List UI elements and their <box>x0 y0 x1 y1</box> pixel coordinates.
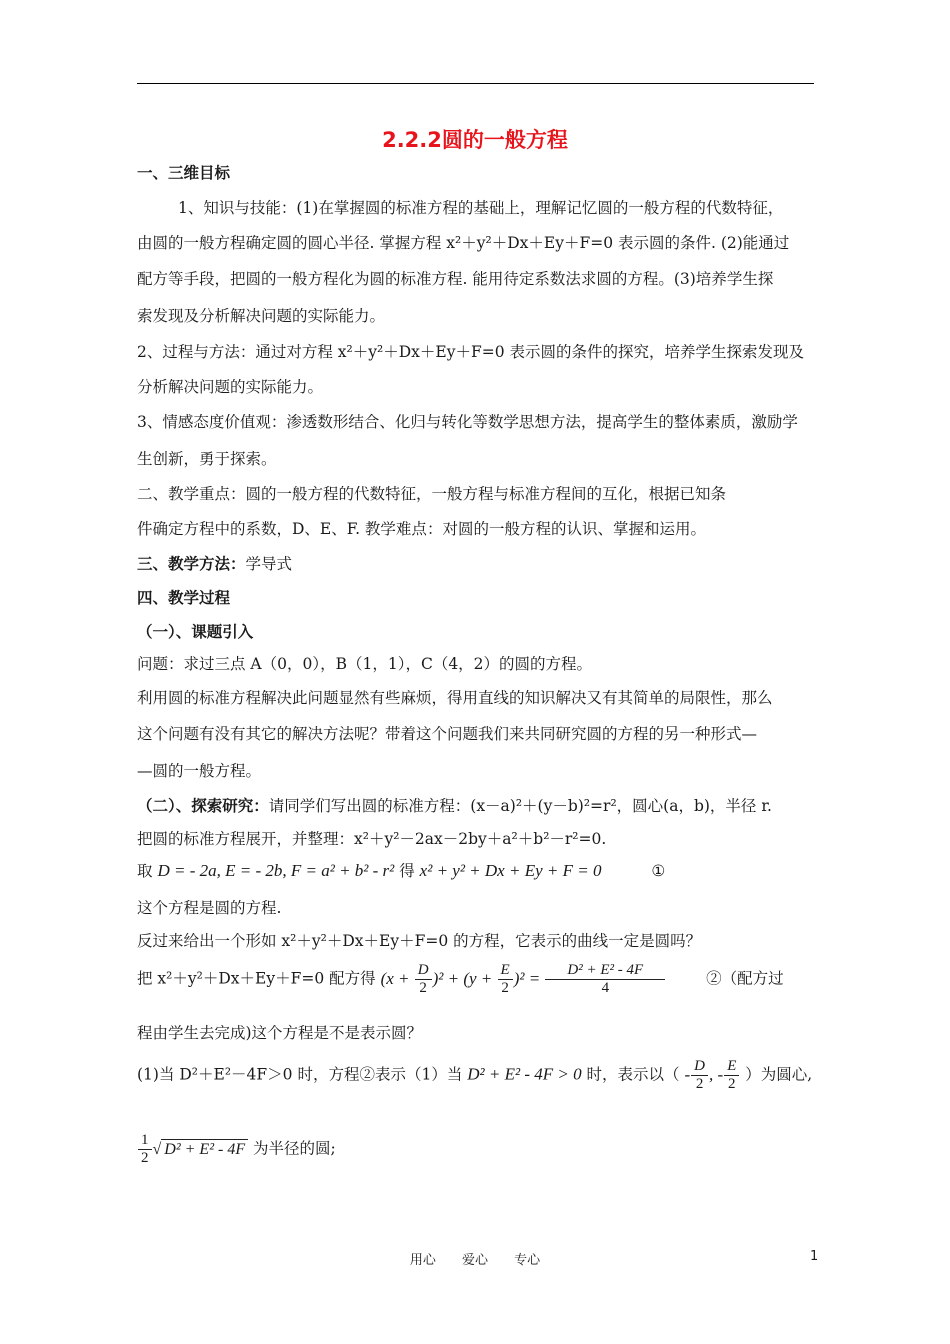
footer-text-2: 爱心 <box>461 1253 488 1268</box>
header-rule <box>137 83 814 84</box>
goal3-line1: 3、情感态度价值观：渗透数形结合、化归与转化等数学思想方法，提高学生的整体素质，激励学 <box>137 413 798 431</box>
case1-line <box>137 1058 812 1093</box>
completed-square-formula: (x + $\frac{D}{2}$ )² + (y + $\frac{E}{2}$ )² = $\frac{\text{D² + E² - 4F}}{4}$ <box>381 970 672 988</box>
intro-line4: —圆的一般方程。 <box>137 762 262 780</box>
goal1-line2: 由圆的一般方程确定圆的圆心半径. 掌握方程 x²＋y²＋Dx＋Ey＋F=0 表示圆的条件. (2)能通过 <box>137 234 790 252</box>
intro-line2: 利用圆的标准方程解决此问题显然有些麻烦，得用直线的知识解决又有其简单的局限性，那么 <box>137 689 773 707</box>
goal2-line2: 分析解决问题的实际能力。 <box>137 378 324 396</box>
footer-text-3: 专心 <box>514 1253 541 1268</box>
case1-mid: 时，表示以（ <box>586 1065 680 1084</box>
goal1-line3: 配方等手段，把圆的一般方程化为圆的标准方程. 能用待定系数法求圆的方程。(3)培养学生探 <box>137 270 774 288</box>
footer-text-1: 用心 <box>409 1253 436 1268</box>
page-number: 1 <box>810 1249 819 1264</box>
equation-mark-2: ②（配方过 <box>706 969 784 988</box>
page-title: 2.2.2圆的一般方程 <box>382 128 568 152</box>
explore-line1 <box>137 795 772 817</box>
goal1-line1: 1、知识与技能：(1)在掌握圆的标准方程的基础上，理解记忆圆的一般方程的代数特征， <box>178 199 784 217</box>
center-formula: - $\frac{D}{2}$ , - $\frac{E}{2}$ <box>685 1066 741 1084</box>
radius-suffix: 为半径的圆; <box>253 1139 336 1158</box>
footer <box>0 1249 950 1268</box>
subsection-1-heading: （一）、课题引入 <box>137 623 254 641</box>
intro-line3: 这个问题有没有其它的解决方法呢？带着这个问题我们来共同研究圆的方程的另一种形式— <box>137 725 758 743</box>
section-3-text: 学导式 <box>245 555 293 573</box>
get-word: 得 <box>399 862 415 880</box>
substitution-line <box>137 860 665 882</box>
complete-prefix: 把 x²＋y²＋Dx＋Ey＋F=0 配方得 <box>137 969 376 988</box>
goal3-line2: 生创新，勇于探索。 <box>137 450 277 468</box>
intro-line1: 问题：求过三点 A（0，0），B（1，1），C（4，2）的圆的方程。 <box>137 655 593 673</box>
take-word: 取 <box>137 862 153 880</box>
section-3 <box>137 553 292 575</box>
complete-cont-line: 程由学生去完成)这个方程是不是表示圆？ <box>137 1024 423 1042</box>
explore-line2: 把圆的标准方程展开，并整理：x²＋y²－2ax－2by＋a²＋b²－r²=0. <box>137 830 607 848</box>
case1-prefix: (1)当 D²＋E²－4F＞0 时，方程②表示（1）当 <box>137 1065 463 1084</box>
section-2-line2: 件确定方程中的系数，D、E、F. 教学难点：对圆的一般方程的认识、掌握和运用。 <box>137 520 706 538</box>
is-circle-line: 这个方程是圆的方程. <box>137 899 282 917</box>
case1-condition: D² + E² - 4F > 0 <box>467 1064 582 1084</box>
section-2-line1: 二、教学重点：圆的一般方程的代数特征，一般方程与标准方程间的互化，根据已知条 <box>137 485 727 503</box>
section-1-heading: 一、三维目标 <box>137 164 231 182</box>
radius-line <box>137 1132 336 1167</box>
section-3-heading: 三、教学方法： <box>137 555 246 573</box>
radius-formula: $\frac{1}{2}$ √ D² + E² - 4F <box>137 1140 253 1158</box>
section-4-heading: 四、教学过程 <box>137 589 231 607</box>
general-equation-formula: x² + y² + Dx + Ey + F = 0 <box>419 861 602 880</box>
case1-end: ）为圆心, <box>745 1065 813 1084</box>
reverse-question-line: 反过来给出一个形如 x²＋y²＋Dx＋Ey＋F=0 的方程，它表示的曲线一定是圆吗？ <box>137 932 702 950</box>
complete-square-line <box>137 962 784 997</box>
standard-equation-text: 请同学们写出圆的标准方程：(x－a)²＋(y－b)²=r²，圆心(a，b)，半径 r. <box>268 797 772 815</box>
goal1-line4: 索发现及分析解决问题的实际能力。 <box>137 307 386 325</box>
goal2-line1: 2、过程与方法：通过对方程 x²＋y²＋Dx＋Ey＋F=0 表示圆的条件的探究，培养学生探索发现及 <box>137 343 804 361</box>
equation-mark-1: ① <box>651 862 666 880</box>
subsection-2-heading: （二）、探索研究： <box>137 797 269 815</box>
substitution-formula: D = - 2a, E = - 2b, F = a² + b² - r² <box>157 861 395 880</box>
